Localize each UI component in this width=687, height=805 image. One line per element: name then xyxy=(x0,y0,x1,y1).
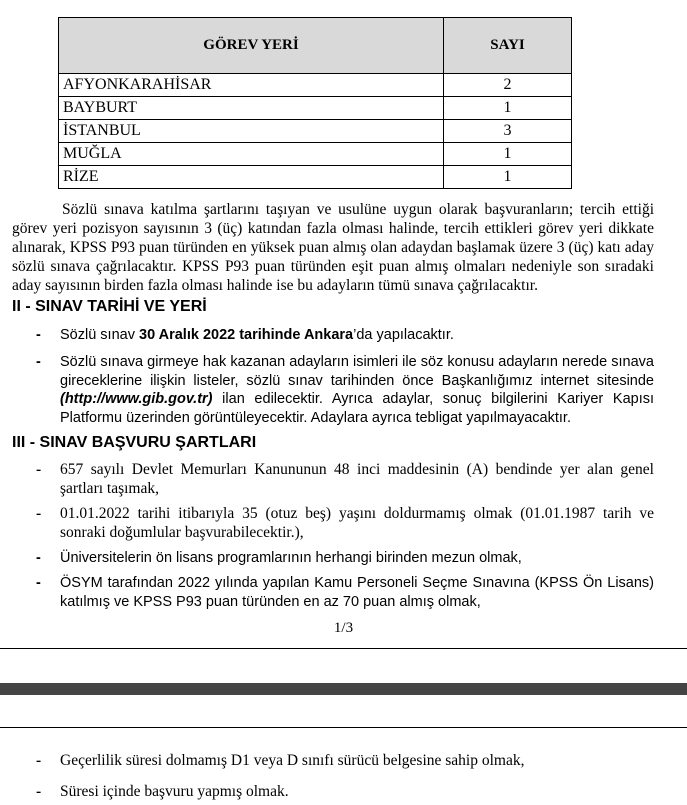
cell-location: BAYBURT xyxy=(59,97,444,120)
cell-count: 1 xyxy=(444,143,572,166)
table-row xyxy=(59,120,572,143)
cell-count: 1 xyxy=(444,97,572,120)
position-table xyxy=(58,17,572,189)
cell-location: AFYONKARAHİSAR xyxy=(59,74,444,97)
bullet-dash: - xyxy=(36,752,42,769)
table-row xyxy=(59,74,572,97)
cell-location: RİZE xyxy=(59,166,444,189)
page-top-rule xyxy=(0,727,687,728)
list-item: - Süresi içinde başvuru yapmış olmak. xyxy=(36,783,289,800)
table-row xyxy=(59,166,572,189)
cell-location: MUĞLA xyxy=(59,143,444,166)
cell-location: İSTANBUL xyxy=(59,120,444,143)
list-item: - 01.01.2022 tarihi itibarıyla 35 (otuz beş) yaşını doldurmamış olmak (01.01.1987 tarih ve sonraki doğumlular başvurabilecektir.), xyxy=(36,505,654,541)
table-row xyxy=(59,97,572,120)
list-item: - 657 sayılı Devlet Memurları Kanununun 48 inci maddesinin (A) bendinde yer alan genel şartları taşımak, xyxy=(36,461,654,497)
cell-count: 2 xyxy=(444,74,572,97)
bullet-dash: - xyxy=(36,783,42,800)
page-bottom-rule xyxy=(0,648,687,649)
bullet-dash: - xyxy=(36,327,41,343)
page-separator-band xyxy=(0,683,687,695)
table-row xyxy=(59,143,572,166)
header-location: GÖREV YERİ xyxy=(59,18,444,74)
section-heading-requirements: III - SINAV BAŞVURU ŞARTLARI xyxy=(12,434,257,451)
bullet-dash: - xyxy=(36,575,41,591)
list-item: - Sözlü sınava girmeye hak kazanan adayların isimleri ile söz konusu adayların nerede sınava gireceklerine ilişkin listeler, sözlü sınav tarihinden önce Başkanlığımız internet sitesinde (http://www.gib.gov.tr) ilan edilecektir. Ayrıca adaylar, sonuç bilgilerini Kariyer Kapısı Platformu üzerinden görüntüleyecektir. Adaylara ayrıca tebligat yapılmayacaktır. xyxy=(36,354,654,426)
list-item: - ÖSYM tarafından 2022 yılında yapılan Kamu Personeli Seçme Sınavına (KPSS Ön Lisans) katılmış ve KPSS P93 puan türünden en az 70 puan almış olmak, xyxy=(36,575,654,610)
page-number: 1/3 xyxy=(333,620,354,636)
header-count: SAYI xyxy=(444,18,572,74)
bullet-dash: - xyxy=(36,354,41,370)
list-item: - Sözlü sınav 30 Aralık 2022 tarihinde Ankara’da yapılacaktır. xyxy=(36,327,454,343)
bullet-dash: - xyxy=(36,550,41,566)
table-header-row xyxy=(59,18,572,74)
section-heading-exam-date: II - SINAV TARİHİ VE YERİ xyxy=(12,298,207,315)
cell-count: 1 xyxy=(444,166,572,189)
list-item: - Geçerlilik süresi dolmamış D1 veya D sınıfı sürücü belgesine sahip olmak, xyxy=(36,752,525,769)
selection-paragraph: Sözlü sınava katılma şartlarını taşıyan ve usulüne uygun olarak başvuranların; tercih ettiği görev yeri pozisyon sayısının 3 (üç) katından fazla olması halinde, tercih ettikleri görev yeri dikkate alınarak, KPSS P93 puan türünden en yüksek puan almış olan adaydan başlamak üzere 3 (üç) katı aday sözlü sınava çağrılacaktır. KPSS P93 puan türünden eşit puan almış olmaları nedeniyle son sıradaki aday sayısının birden fazla olması halinde ise bu adayların tümü sınava çağrılacaktır. xyxy=(12,201,654,294)
bullet-dash: - xyxy=(36,461,42,478)
cell-count: 3 xyxy=(444,120,572,143)
bullet-dash: - xyxy=(36,505,42,522)
list-item: - Üniversitelerin ön lisans programlarının herhangi birinden mezun olmak, xyxy=(36,550,522,566)
